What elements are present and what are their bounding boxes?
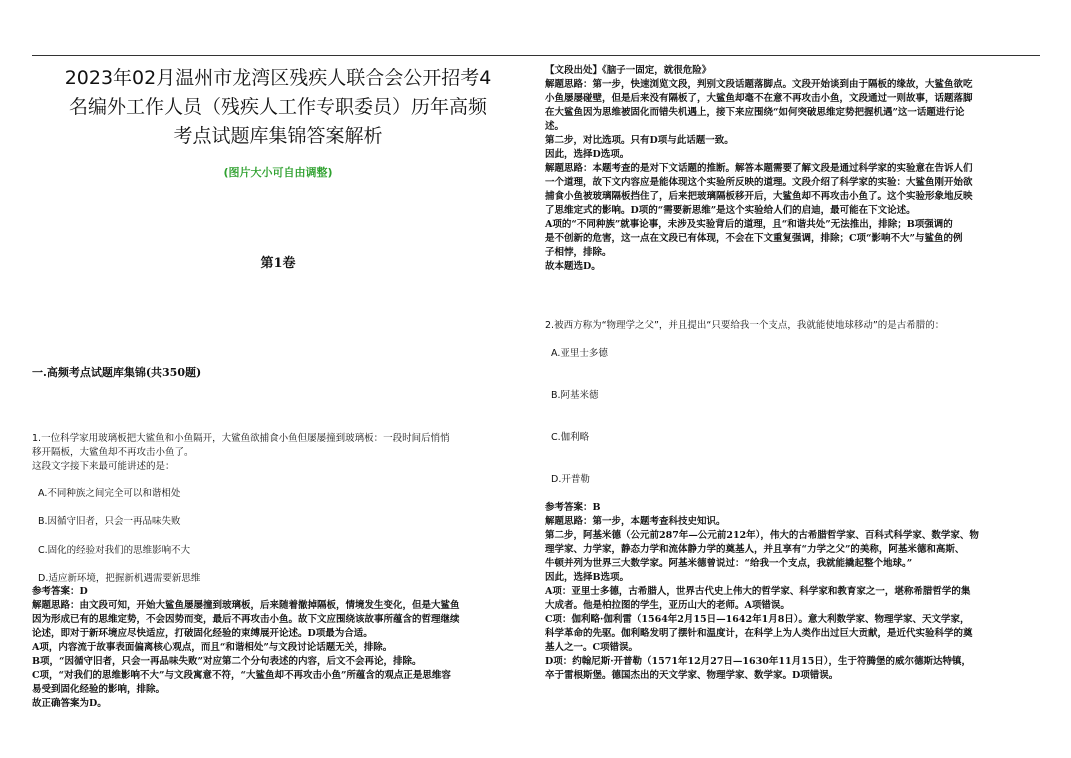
explanation-line: C项，“对我们的思维影响不大”与文段寓意不符，“大鲨鱼却不再攻击小鱼”所蕴含的观点正是思维容: [32, 670, 451, 681]
explanation-line: 解题思路：第一步，本题考查科技史知识。: [545, 516, 726, 527]
volume-title: 第1卷: [260, 256, 296, 271]
explanation-line: 大成者。他是柏拉图的学生，亚历山大的老师。A项错误。: [545, 600, 790, 611]
explanation-line: 卒于雷根斯堡。德国杰出的天文学家、物理学家、数学家。D项错误。: [545, 670, 839, 681]
explanation-line: A项：亚里士多德，古希腊人，世界古代史上伟大的哲学家、科学家和教育家之一，堪称希腊哲学的集: [545, 586, 971, 597]
document-title: [32, 64, 524, 151]
explanation-line: 解题思路：第一步，快速浏览文段，判别文段话题落脚点。文段开始谈到由于隔板的缘故，大鲨鱼欲吃: [545, 79, 973, 90]
explanation-line: 第二步，对比选项。只有D项与此话题一致。: [545, 135, 734, 146]
question-2-stem: 2.被西方称为“物理学之父”，并且提出“只要给我一个支点，我就能使地球移动”的是古希腊的：: [545, 320, 945, 331]
explanation-line: 理学家、力学家，静态力学和流体静力学的奠基人，并且享有“力学之父”的美称，阿基米德和高斯、: [545, 544, 965, 555]
image-size-note: (图片大小可自由调整): [223, 166, 333, 179]
explanation-line: B项，“因循守旧者，只会一再品味失败”对应第二个分句表述的内容，后文不会再论，排除。: [32, 656, 422, 667]
explanation-line: 子相悖，排除。: [545, 247, 612, 258]
option-a: A.不同种族之间完全可以和谐相处: [38, 488, 181, 499]
answer-label: 参考答案：D: [32, 586, 88, 597]
question-2-answer: [545, 501, 979, 683]
explanation-line: 基人之一。C项错误。: [545, 642, 639, 653]
option-c: C.伽利略: [551, 432, 590, 443]
explanation-line: 解题思路：本题考查的是对下文话题的推断。解答本题需要了解文段是通过科学家的实验意在告诉人们: [545, 163, 973, 174]
explanation-line: C项：伽利略·伽利雷（1564年2月15日—1642年1月8日）。意大利数学家、物理学家、天文学家，: [545, 614, 970, 625]
question-1-extended-explanation: [545, 64, 973, 274]
question-1-stem: [32, 432, 450, 474]
explanation-line: 一个道理，故下文内容应是能体现这个实验所反映的道理。文段介绍了科学家的实验：大鲨鱼刚开始欲: [545, 177, 973, 188]
question-1-answer: [32, 585, 460, 711]
explanation-line: 牛顿并列为世界三大数学家。阿基米德曾说过：“给我一个支点，我就能撬起整个地球。”: [545, 558, 913, 569]
explanation-line: 了思维定式的影响。D项的“需要新思维”是这个实验给人们的启迪，最可能在下文论述。: [545, 205, 916, 216]
option-d: D.开普勒: [551, 474, 590, 485]
explanation-line: 捕食小鱼被玻璃隔板挡住了，后来把玻璃隔板移开后，大鲨鱼却不再攻击小鱼了。这个实验形象地反映: [545, 191, 973, 202]
explanation-line: A项的“不同种族”就事论事，未涉及实验背后的道理，且“和谐共处”无法推出，排除；B项强调的: [545, 219, 953, 230]
explanation-line: 在大鲨鱼因为思维被固化而错失机遇上，接下来应围绕“如何突破思维定势把握机遇”这一话题进行论: [545, 107, 965, 118]
explanation-line: 故本题选D。: [545, 261, 601, 272]
top-rule: [32, 55, 1040, 56]
explanation-line: 因为形成已有的思维定势，不会因势而变，最后不再攻击小鱼。故下文应围绕该故事所蕴含的哲理继续: [32, 614, 460, 625]
explanation-line: 是不创新的危害，这一点在文段已有体现，不会在下文重复强调，排除；C项“影响不大”与鲨鱼的例: [545, 233, 963, 244]
option-c: C.固化的经验对我们的思维影响不大: [38, 545, 191, 556]
explanation-line: 第二步，阿基米德（公元前287年—公元前212年），伟大的古希腊哲学家、百科式科学家、数学家、物: [545, 530, 979, 541]
option-a: A.亚里士多德: [551, 348, 608, 359]
option-b: B.阿基米德: [551, 390, 599, 401]
explanation-line: 【文段出处】《脑子一固定，就很危险》: [545, 65, 712, 76]
title-line: 考点试题库集锦答案解析: [173, 125, 383, 147]
explanation-line: 论述，即对于新环境应尽快适应，打破固化经验的束缚展开论述。D项最为合适。: [32, 628, 373, 639]
explanation-line: 因此，选择D选项。: [545, 149, 630, 160]
explanation-line: A项，内容流于故事表面偏离核心观点，而且“和谐相处”与文段讨论话题无关，排除。: [32, 642, 393, 653]
stem-line: 这段文字接下来最可能讲述的是：: [32, 461, 175, 472]
left-column: [32, 64, 524, 709]
explanation-line: D项：约翰尼斯·开普勒（1571年12月27日—1630年11月15日），生于符腾堡的威尔德斯达特镇，: [545, 656, 972, 667]
title-line: 2023年02月温州市龙湾区残疾人联合会公开招考4: [64, 67, 492, 89]
explanation-line: 小鱼屡屡碰壁，但是后来没有隔板了，大鲨鱼却毫不在意不再攻击小鱼，文段通过一则故事，话题落脚: [545, 93, 973, 104]
explanation-line: 易受到固化经验的影响，排除。: [32, 684, 166, 695]
option-d: D.适应新环境，把握新机遇需要新思维: [38, 573, 201, 584]
explanation-line: 述。: [545, 121, 565, 132]
explanation-line: 因此，选择B选项。: [545, 572, 630, 583]
explanation-line: 解题思路：由文段可知，开始大鲨鱼屡屡撞到玻璃板，后来随着撤掉隔板，情境发生变化，但是大鲨鱼: [32, 600, 460, 611]
option-b: B.因循守旧者，只会一再品味失败: [38, 516, 181, 527]
stem-line: 1.一位科学家用玻璃板把大鲨鱼和小鱼隔开，大鲨鱼欲捕食小鱼但屡屡撞到玻璃板：一段时间后悄悄: [32, 433, 450, 444]
stem-line: 移开隔板，大鲨鱼却不再攻击小鱼了。: [32, 447, 194, 458]
explanation-line: 故正确答案为D。: [32, 698, 107, 709]
section-title: 一.高频考点试题库集锦(共350题): [32, 366, 202, 379]
explanation-line: 科学革命的先驱。伽利略发明了摆针和温度计，在科学上为人类作出过巨大贡献，是近代实验科学的奠: [545, 628, 973, 639]
title-line: 名编外工作人员（残疾人工作专职委员）历年高频: [68, 96, 487, 118]
answer-label: 参考答案：B: [545, 502, 601, 513]
